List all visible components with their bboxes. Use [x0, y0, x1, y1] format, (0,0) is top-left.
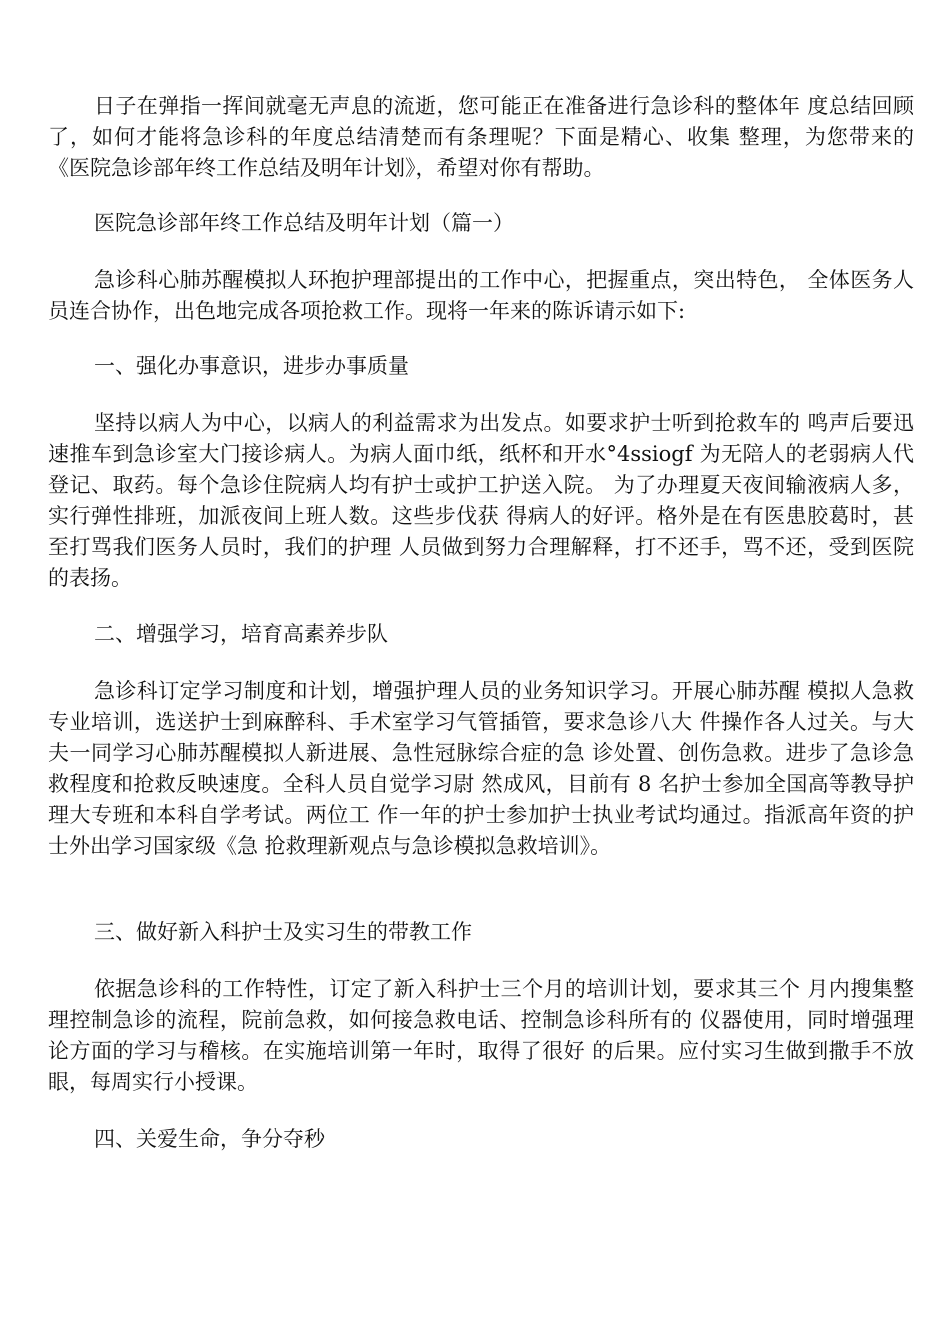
section-3-heading: 三、做好新入科护士及实习生的带教工作: [94, 920, 472, 944]
section-4-heading: 四、关爱生命，争分夺秒: [94, 1127, 325, 1151]
section-1-heading: 一、强化办事意识，进步办事质量: [94, 354, 409, 378]
section-1-body: 坚持以病人为中心，以病人的利益需求为出发点。如要求护士听到抢救车的 鸣声后要迅速推车到急诊室大门接诊病人。为病人面巾纸，纸杯和开水°4ssiogf 为无陪人的老弱病人代登记、取药。每个急诊住院病人均有护士或护工护送入院。 为了办理夏天夜间输液病人多，实行弹性排班，加派夜间上班人数。这些步伐获 得病人的好评。格外是在有医患胶葛时，甚至打骂我们医务人员时，我们的护理 人员做到努力合理解释，打不还手，骂不还，受到医院的表扬。: [48, 411, 914, 590]
document-title: 医院急诊部年终工作总结及明年计划（篇一）: [94, 211, 514, 235]
section-3-body: 依据急诊科的工作特性，订定了新入科护士三个月的培训计划，要求其三个 月内搜集整理控制急诊的流程，院前急救，如何接急救电话、控制急诊科所有的 仪器使用，同时增强理论方面的学习与稽核。在实施培训第一年时，取得了很好 的后果。应付实习生做到撒手不放眼，每周实行小授课。: [48, 977, 914, 1094]
section-2-heading: 二、增强学习，培育高素养步队: [94, 622, 388, 646]
intro-paragraph: 日子在弹指一挥间就毫无声息的流逝，您可能正在准备进行急诊科的整体年 度总结回顾了，如何才能将急诊科的年度总结清楚而有条理呢？下面是精心、收集 整理，为您带来的《医院急诊部年终工作总结及明年计划》，希望对你有帮助。: [48, 94, 914, 180]
opening-paragraph: 急诊科心肺苏醒模拟人环抱护理部提出的工作中心，把握重点，突出特色， 全体医务人员连合协作，出色地完成各项抢救工作。现将一年来的陈诉请示如下:: [48, 268, 914, 323]
section-2-body: 急诊科订定学习制度和计划，增强护理人员的业务知识学习。开展心肺苏醒 模拟人急救专业培训，选送护士到麻醉科、手术室学习气管插管，要求急诊八大 件操作各人过关。与大夫一同学习心肺苏醒模拟人新进展、急性冠脉综合症的急 诊处置、创伤急救。进步了急诊急救程度和抢救反映速度。全科人员自觉学习尉 然成风，目前有 8 名护士参加全国高等教导护理大专班和本科自学考试。两位工 作一年的护士参加护士执业考试均通过。指派高年资的护士外出学习国家级《急 抢救理新观点与急诊模拟急救培训》。: [48, 679, 914, 858]
